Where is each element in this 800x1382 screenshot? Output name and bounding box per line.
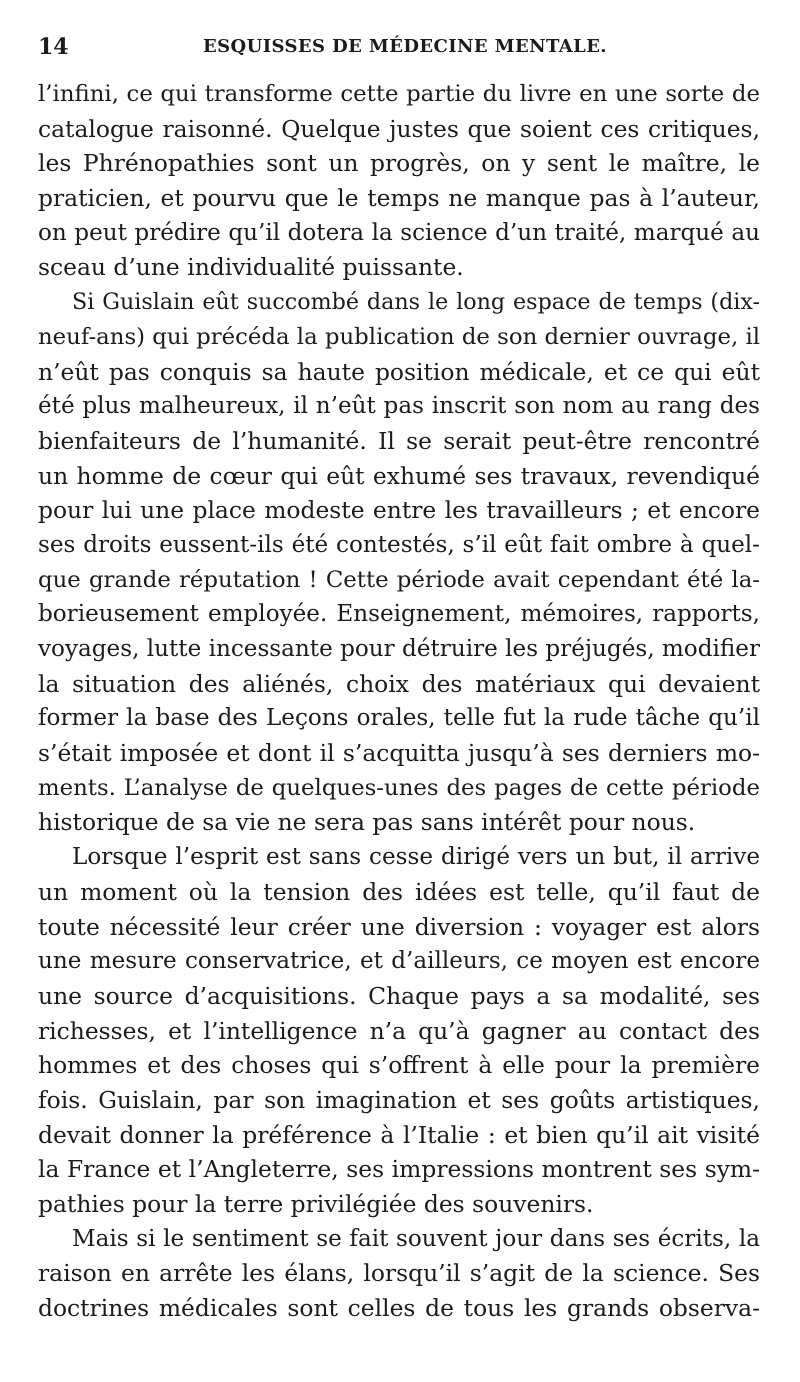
text-line: n’eût pas conquis sa haute position médicale, et ce qui eût bbox=[38, 357, 760, 386]
text-line: un moment où la tension des idées est telle, qu’il faut de bbox=[38, 877, 760, 906]
text-line: l’infini, ce qui transforme cette partie du livre en une sorte de bbox=[38, 81, 760, 107]
text-line: la France et l’Angleterre, ses impressions montrent ses sym- bbox=[38, 1155, 760, 1184]
text-line: historique de sa vie ne sera pas sans intérêt pour nous. bbox=[38, 808, 696, 837]
text-line: toute nécessité leur créer une diversion : voyager est alors bbox=[38, 912, 760, 941]
text-line: la situation des aliénés, choix des matériaux qui devaient bbox=[38, 669, 760, 698]
text-line: voyages, lutte incessante pour détruire les préjugés, modifier bbox=[38, 636, 760, 662]
text-line: une mesure conservatrice, et d’ailleurs, ce moyen est encore bbox=[38, 948, 760, 975]
text-line: s’était imposée et dont il s’acquitta jusqu’à ses derniers mo- bbox=[38, 739, 760, 768]
text-line: pour lui une place modeste entre les travailleurs ; et encore bbox=[38, 496, 760, 525]
text-line: raison en arrête les élans, lorsqu’il s’agit de la science. Ses bbox=[38, 1259, 760, 1288]
page-header bbox=[38, 32, 762, 62]
text-line: richesses, et l’intelligence n’a qu’à gagner au contact des bbox=[38, 1016, 760, 1045]
text-line: catalogue raisonné. Quelque justes que soient ces critiques, bbox=[38, 114, 760, 143]
text-line: hommes et des choses qui s’offrent à elle pour la première bbox=[38, 1051, 760, 1080]
body-text bbox=[38, 77, 760, 1326]
text-line: un homme de cœur qui eût exhumé ses travaux, revendiqué bbox=[38, 461, 760, 490]
text-line: Mais si le sentiment se fait souvent jour dans ses écrits, la bbox=[72, 1225, 760, 1252]
text-line: praticien, et pourvu que le temps ne manque pas à l’auteur, bbox=[38, 184, 760, 213]
text-line: fois. Guislain, par son imagination et ses goûts artistiques, bbox=[38, 1085, 760, 1114]
text-line: une source d’acquisitions. Chaque pays a sa modalité, ses bbox=[38, 981, 760, 1010]
text-line: Lorsque l’esprit est sans cesse dirigé vers un but, il arrive bbox=[72, 844, 760, 871]
text-line: pathies pour la terre privilégiée des souvenirs. bbox=[38, 1190, 594, 1218]
text-line: doctrines médicales sont celles de tous les grands observa- bbox=[38, 1294, 760, 1323]
text-line: sceau d’une individualité puissante. bbox=[38, 253, 464, 282]
text-line: ses droits eussent-ils été contestés, s’il eût fait ombre à quel- bbox=[38, 531, 760, 558]
text-line: former la base des Leçons orales, telle fut la rude tâche qu’il bbox=[38, 705, 760, 732]
text-line: devait donner la préférence à l’Italie : et bien qu’il ait visité bbox=[38, 1120, 760, 1149]
text-line: ments. L’analyse de quelques-unes des pages de cette période bbox=[38, 774, 760, 801]
text-line: Si Guislain eût succombé dans le long espace de temps (dix- bbox=[72, 289, 760, 316]
text-line: été plus malheureux, il n’eût pas inscrit son nom au rang des bbox=[38, 393, 760, 420]
running-title: ESQUISSES DE MÉDECINE MENTALE. bbox=[203, 36, 607, 57]
text-line: bienfaiteurs de l’humanité. Il se serait peut-être rencontré bbox=[38, 426, 760, 455]
text-line: que grande réputation ! Cette période avait cependant été la- bbox=[38, 566, 760, 593]
text-line: les Phrénopathies sont un progrès, on y sent le maître, le bbox=[38, 149, 760, 178]
text-line: borieusement employée. Enseignement, mémoires, rapports, bbox=[38, 601, 760, 628]
text-line: neuf-ans) qui précéda la publication de son dernier ouvrage, il bbox=[38, 323, 760, 350]
page-number: 14 bbox=[38, 34, 69, 60]
text-line: on peut prédire qu’il dotera la science d’un traité, marqué au bbox=[38, 219, 760, 246]
